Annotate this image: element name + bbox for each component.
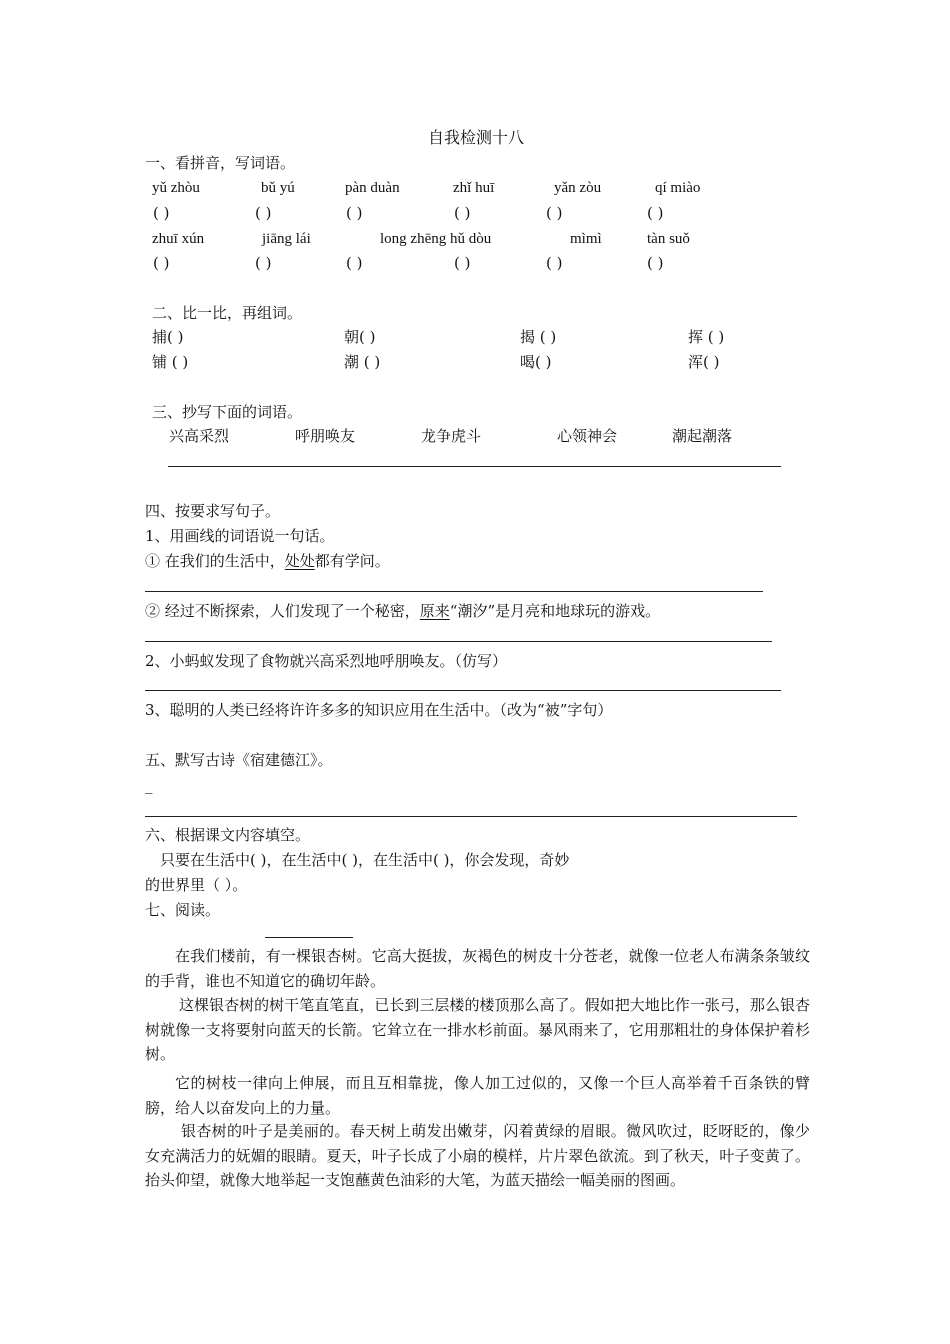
- answer-blank[interactable]: ( ): [454, 254, 471, 272]
- pinyin-item: tàn suǒ: [647, 231, 690, 247]
- compare-item[interactable]: 朝( ): [344, 328, 376, 346]
- compare-item[interactable]: 喝( ): [520, 353, 552, 371]
- compare-item[interactable]: 揭 ( ): [520, 328, 557, 346]
- answer-blank[interactable]: ( ): [346, 254, 363, 272]
- copy-word: 潮起潮落: [672, 427, 733, 445]
- reading-paragraph: 它的树枝一律向上伸展，而且互相靠拢，像人加工过似的，又像一个巨人高举着千百条铁的臂膀，给人以奋发向上的力量。: [145, 1074, 810, 1117]
- answer-blank[interactable]: ( ): [255, 204, 272, 222]
- pinyin-item: long zhēng hǔ dòu: [380, 231, 492, 247]
- compare-item[interactable]: 挥 ( ): [688, 328, 725, 346]
- sentence-text: 都有学问。: [314, 552, 390, 570]
- pinyin-item: jiāng lái: [262, 231, 311, 247]
- underlined-word: 处处: [284, 552, 315, 570]
- pinyin-item: yǔ zhòu: [152, 180, 200, 196]
- answer-blank[interactable]: ( ): [546, 204, 563, 222]
- section-5-heading: 五、默写古诗《宿建德江》。: [145, 751, 333, 769]
- reading-paragraph: 在我们楼前，有一棵银杏树。它高大挺拔，灰褐色的树皮十分苍老，就像一位老人布满条条皱纹的手背，谁也不知道它的确切年龄。: [145, 947, 810, 990]
- section-4-heading: 四、按要求写句子。: [145, 502, 281, 520]
- sentence-text: ② 经过不断探索，人们发现了一个秘密，: [145, 602, 420, 620]
- compare-item[interactable]: 浑( ): [688, 353, 720, 371]
- pinyin-item: qí miào: [655, 180, 701, 196]
- sentence-1a: [145, 551, 390, 571]
- pinyin-item: bǔ yú: [261, 180, 295, 196]
- page-title: 自我检测十八: [428, 128, 525, 147]
- pinyin-item: pàn duàn: [345, 180, 400, 196]
- answer-blank[interactable]: ( ): [546, 254, 563, 272]
- answer-blank[interactable]: ( ): [647, 254, 664, 272]
- section-1-heading: 一、看拼音，写词语。: [145, 154, 296, 172]
- underlined-word: 原来: [419, 602, 450, 620]
- answer-blank[interactable]: ( ): [153, 254, 170, 272]
- reading-paragraph: 银杏树的叶子是美丽的。春天树上萌发出嫩芽，闪着黄绿的眉眼。微风吹过，眨呀眨的，像少女充满活力的妩媚的眼睛。夏天，叶子长成了小扇的模样，片片翠色欲流。到了秋天，叶子变黄了。抬头仰望，就像大地举起一支饱蘸黄色油彩的大笔，为蓝天描绘一幅美丽的图画。: [145, 1122, 810, 1189]
- answer-line[interactable]: [145, 591, 763, 592]
- sentence-text: ① 在我们的生活中，: [145, 552, 285, 570]
- copy-word: 龙争虎斗: [421, 427, 482, 445]
- section-3-heading: 三、抄写下面的词语。: [152, 403, 303, 421]
- copy-word: 兴高采烈: [169, 427, 230, 445]
- reading-paragraph: 这棵银杏树的树干笔直笔直，已长到三层楼的楼顶那么高了。假如把大地比作一张弓，那么银杏树就像一支将要射向蓝天的长箭。它耸立在一排水杉前面。暴风雨来了，它用那粗壮的身体保护着杉树。: [145, 996, 810, 1063]
- question-1: 1、用画线的词语说一句话。: [145, 527, 335, 545]
- answer-line[interactable]: [168, 466, 781, 467]
- answer-line[interactable]: [145, 816, 797, 817]
- section-7-heading: 七、阅读。: [145, 901, 221, 919]
- question-2: 2、小蚂蚁发现了食物就兴高采烈地呼朋唤友。（仿写）: [145, 652, 508, 670]
- question-3: 3、聪明的人类已经将许许多多的知识应用在生活中。（改为“被”字句）: [145, 701, 613, 719]
- sentence-1b: [145, 601, 660, 621]
- copy-word: 心领神会: [557, 427, 618, 445]
- answer-blank[interactable]: ( ): [346, 204, 363, 222]
- pinyin-item: yǎn zòu: [554, 180, 602, 196]
- pinyin-item: mìmì: [570, 231, 602, 247]
- compare-item[interactable]: 铺 ( ): [152, 353, 189, 371]
- answer-blank[interactable]: ( ): [647, 204, 664, 222]
- fill-line-1[interactable]: 只要在生活中( )，在生活中( )，在生活中( )，你会发现，奇妙: [160, 851, 570, 869]
- title-blank[interactable]: [265, 937, 353, 938]
- dash-mark: _: [145, 776, 153, 794]
- answer-blank[interactable]: ( ): [454, 204, 471, 222]
- copy-word: 呼朋唤友: [295, 427, 356, 445]
- answer-line[interactable]: [145, 641, 772, 642]
- compare-item[interactable]: 潮 ( ): [344, 353, 381, 371]
- answer-line[interactable]: [145, 690, 781, 691]
- fill-line-2[interactable]: 的世界里（ ）。: [145, 876, 248, 894]
- answer-blank[interactable]: ( ): [153, 204, 170, 222]
- pinyin-item: zhǐ huī: [453, 180, 495, 196]
- compare-item[interactable]: 捕( ): [152, 328, 184, 346]
- sentence-text: “潮汐”是月亮和地球玩的游戏。: [449, 602, 661, 620]
- pinyin-item: zhuī xún: [152, 231, 205, 247]
- section-6-heading: 六、根据课文内容填空。: [145, 826, 311, 844]
- answer-blank[interactable]: ( ): [255, 254, 272, 272]
- section-2-heading: 二、比一比，再组词。: [152, 304, 303, 322]
